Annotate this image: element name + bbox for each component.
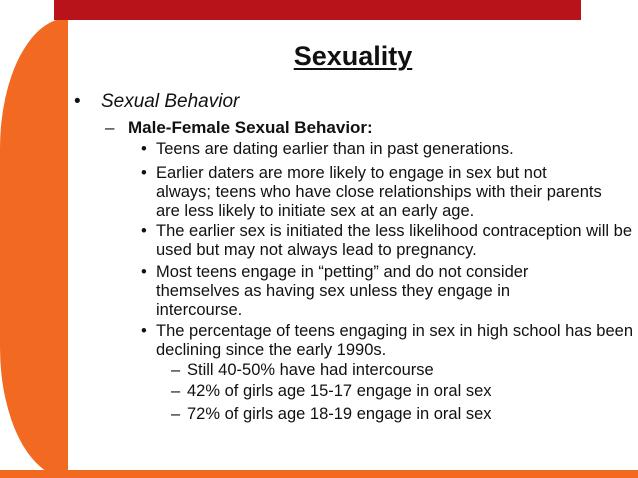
- bullet-item: The earlier sex is initiated the less likelihood contraception will be used but may not always lead to pregnancy.: [156, 222, 632, 259]
- sub-bullet-item: 42% of girls age 15-17 engage in oral sex: [187, 382, 492, 400]
- slide-title: Sexuality: [293, 41, 413, 71]
- red-top-bar: [54, 0, 581, 20]
- sub-bullet-item: Still 40-50% have had intercourse: [187, 361, 434, 379]
- orange-side-decoration: [0, 18, 68, 478]
- bullet-item: The percentage of teens engaging in sex in high school has been declining since the early 1990s.: [156, 322, 634, 359]
- bullet-icon: •: [141, 140, 147, 158]
- bullet-icon: •: [141, 263, 147, 281]
- sub-bullet-dash-icon: –: [171, 405, 181, 423]
- bullet-icon: •: [141, 322, 147, 340]
- bullet-icon: •: [141, 222, 147, 240]
- bullet-icon: •: [141, 164, 147, 182]
- sub-bullet-dash-icon: –: [171, 361, 181, 379]
- slide-content: [68, 20, 638, 470]
- orange-bottom-bar: [0, 470, 638, 478]
- bullet-item: Earlier daters are more likely to engage in sex but not always; teens who have close relationships with their parents are less likely to initiate sex at an early age.: [156, 164, 602, 220]
- level2-dash-icon: –: [105, 118, 115, 137]
- level1-bullet-icon: •: [74, 91, 81, 112]
- sub-bullet-item: 72% of girls age 18-19 engage in oral sex: [187, 405, 492, 423]
- bullet-item: Most teens engage in “petting” and do not consider themselves as having sex unless they engage in intercourse.: [156, 263, 529, 319]
- level1-heading: Sexual Behavior: [101, 91, 240, 112]
- bullet-item: Teens are dating earlier than in past generations.: [156, 140, 514, 158]
- level2-heading: Male-Female Sexual Behavior:: [128, 118, 373, 137]
- sub-bullet-dash-icon: –: [171, 382, 181, 400]
